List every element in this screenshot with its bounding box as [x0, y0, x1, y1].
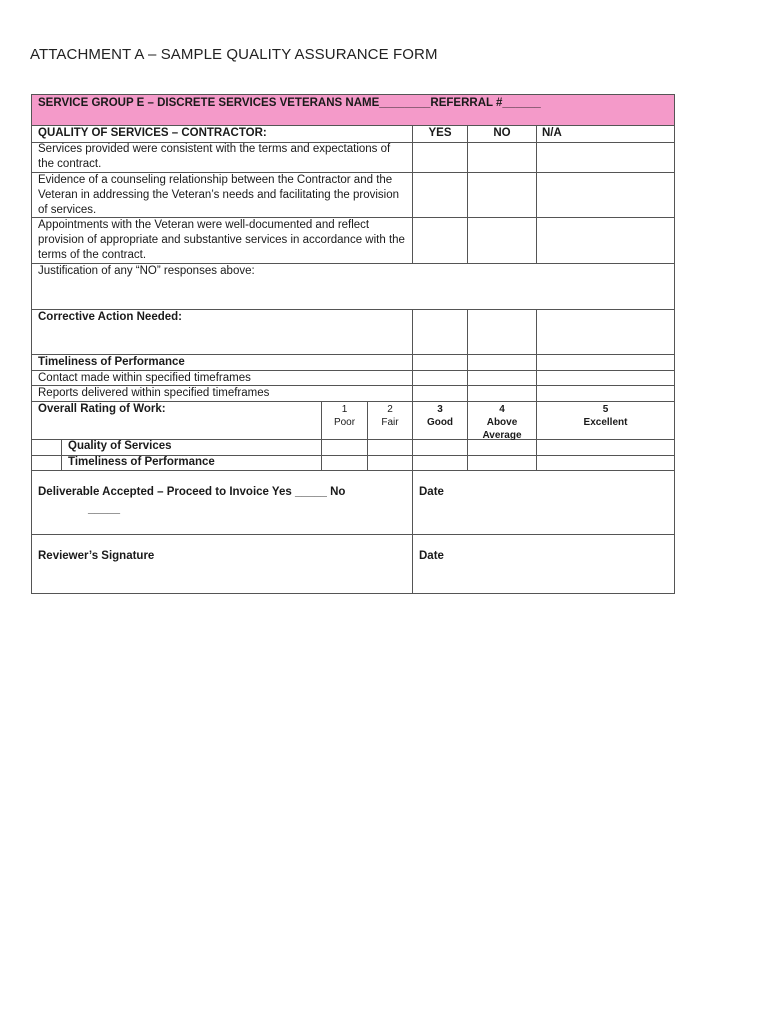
deliverable-accepted-label: Deliverable Accepted – Proceed to Invoice Yes _____ No [38, 486, 346, 498]
quality-item-2: Evidence of a counseling relationship between the Contractor and the Veteran in addressing the Veteran’s needs and facilitating the provision of services. [38, 174, 400, 216]
quality-item-1: Services provided were consistent with the terms and expectations of the contract. [38, 143, 391, 170]
form-title: ATTACHMENT A – SAMPLE QUALITY ASSURANCE FORM [30, 46, 438, 63]
rating-row-timeliness: Timeliness of Performance [68, 456, 215, 468]
rating-1-label: Poor [333, 417, 356, 428]
rating-4-label: Above [486, 417, 518, 428]
timeliness-heading: Timeliness of Performance [38, 356, 185, 368]
border-right [674, 94, 675, 594]
rating-4-number: 4 [499, 404, 505, 415]
divider [31, 470, 675, 471]
signature-date-label: Date [419, 550, 444, 562]
quality-item-3: Appointments with the Veteran were well-documented and reflect provision of appropriate and substantive services in accordance with the terms of the contract. [38, 219, 405, 261]
col-no-header: NO [493, 127, 511, 139]
col-yes-header: YES [428, 127, 452, 139]
deliverable-no-blank: _____ [88, 503, 120, 515]
quality-heading: QUALITY OF SERVICES – CONTRACTOR: [38, 127, 267, 139]
corrective-action-label: Corrective Action Needed: [38, 311, 182, 323]
reviewer-signature-label: Reviewer’s Signature [38, 550, 155, 562]
rating-2-label: Fair [381, 417, 399, 428]
col-divider [467, 125, 468, 263]
col-divider [412, 125, 413, 263]
rating-3 [413, 403, 467, 429]
divider [31, 534, 675, 535]
header-row-text: SERVICE GROUP E – DISCRETE SERVICES VETERANS NAME________REFERRAL #______ [38, 97, 541, 109]
overall-rating-heading: Overall Rating of Work: [38, 403, 166, 415]
rating-3-label: Good [426, 417, 454, 428]
rating-5-number: 5 [602, 404, 609, 415]
rating-5 [537, 403, 674, 429]
rating-4 [468, 403, 536, 442]
border-bottom [31, 593, 675, 594]
col-divider [536, 125, 537, 263]
rating-5-label: Excellent [583, 417, 628, 428]
col-na-header: N/A [542, 127, 562, 139]
deliverable-date-label: Date [419, 486, 444, 498]
timeliness-item-1: Contact made within specified timeframes [38, 372, 251, 384]
rating-2 [368, 403, 412, 429]
rating-3-number: 3 [437, 404, 443, 415]
rating-1 [322, 403, 367, 429]
col-divider [467, 309, 468, 470]
border-top [31, 94, 675, 95]
justification-label: Justification of any “NO” responses above: [38, 265, 255, 277]
col-divider [536, 309, 537, 470]
timeliness-item-2: Reports delivered within specified timeframes [38, 387, 270, 399]
rating-4-label-line2: Average [482, 430, 522, 441]
rating-1-number: 1 [341, 404, 348, 415]
rating-2-number: 2 [387, 404, 393, 415]
quality-assurance-form [31, 94, 675, 594]
rating-row-quality: Quality of Services [68, 440, 172, 452]
